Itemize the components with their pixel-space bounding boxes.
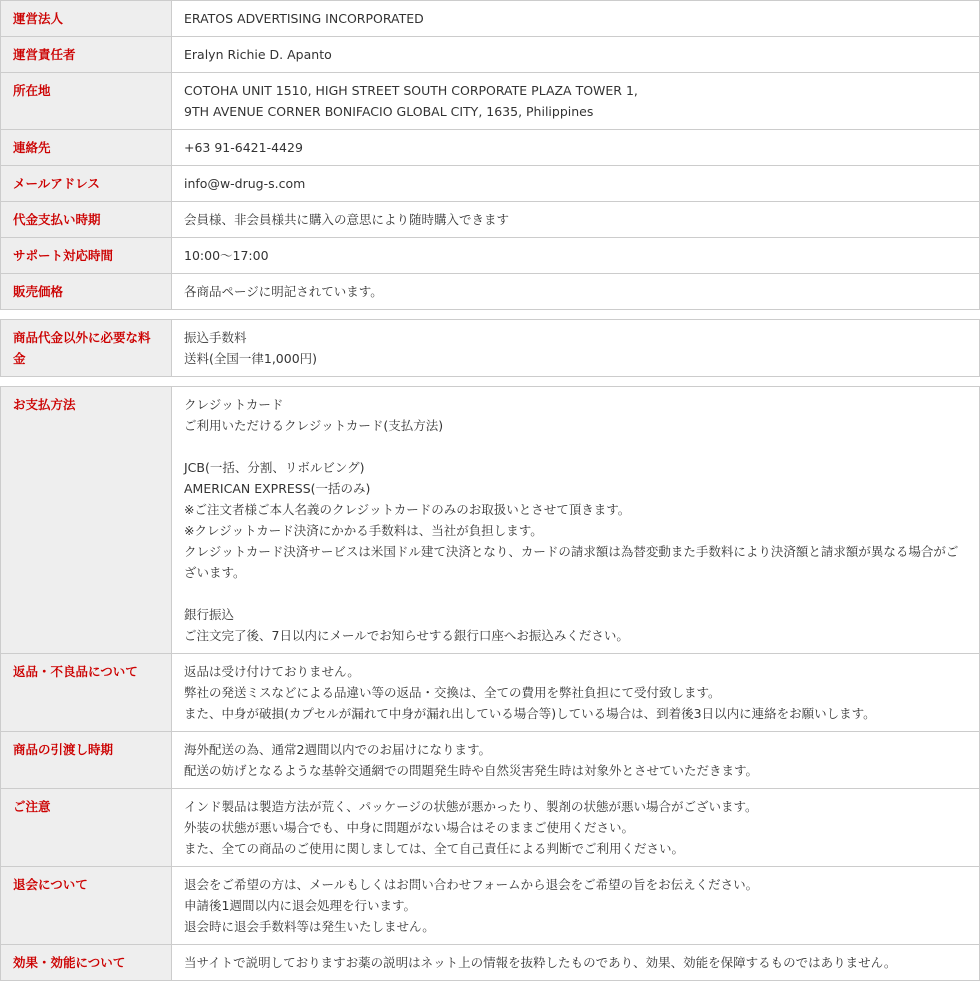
- row-label: 効果・効能について: [1, 945, 172, 981]
- value-line: 退会時に退会手数料等は発生いたしません。: [184, 919, 435, 934]
- blank-line: [184, 436, 967, 457]
- row-label: お支払方法: [1, 387, 172, 654]
- row-label: 商品代金以外に必要な料金: [1, 320, 172, 377]
- row-value: [172, 867, 980, 945]
- row-label: 運営法人: [1, 1, 172, 37]
- row-label: 所在地: [1, 73, 172, 130]
- row-label: サポート対応時間: [1, 238, 172, 274]
- value-line: 弊社の発送ミスなどによる品違い等の返品・交換は、全ての費用を弊社負担にて受付致します。: [184, 685, 721, 700]
- info-row: [1, 1, 980, 37]
- row-label: 商品の引渡し時期: [1, 732, 172, 789]
- value-line: 9TH AVENUE CORNER BONIFACIO GLOBAL CITY, 1635, Philippines: [184, 104, 594, 119]
- fees-table: [0, 319, 980, 377]
- value-line: AMERICAN EXPRESS(一括のみ): [184, 481, 371, 496]
- value-line: 10:00〜17:00: [184, 248, 269, 263]
- company-info-table: [0, 0, 980, 310]
- value-line: 退会をご希望の方は、メールもしくはお問い合わせフォームから退会をご希望の旨をお伝えください。: [184, 877, 759, 892]
- value-line: 銀行振込: [184, 607, 235, 622]
- value-line: また、中身が破損(カプセルが漏れて中身が漏れ出している場合等)している場合は、到着後3日以内に連絡をお願いします。: [184, 706, 876, 721]
- info-row: [1, 387, 980, 654]
- value-line: 外装の状態が悪い場合でも、中身に問題がない場合はそのままご使用ください。: [184, 820, 635, 835]
- row-value: [172, 945, 980, 981]
- blank-line: [184, 583, 967, 604]
- info-row: [1, 320, 980, 377]
- value-line: 申請後1週間以内に退会処理を行います。: [184, 898, 416, 913]
- value-line: クレジットカード決済サービスは米国ドル建て決済となり、カードの請求額は為替変動また手数料により決済額と請求額が異なる場合がございます。: [184, 544, 959, 580]
- value-line: 会員様、非会員様共に購入の意思により随時購入できます: [184, 212, 510, 227]
- value-line: ERATOS ADVERTISING INCORPORATED: [184, 11, 424, 26]
- value-line: COTOHA UNIT 1510, HIGH STREET SOUTH CORPORATE PLAZA TOWER 1,: [184, 83, 638, 98]
- row-value: [172, 387, 980, 654]
- info-row: [1, 732, 980, 789]
- info-row: [1, 130, 980, 166]
- row-value: [172, 320, 980, 377]
- row-label: 退会について: [1, 867, 172, 945]
- value-line: info@w-drug-s.com: [184, 176, 306, 191]
- value-line: +63 91-6421-4429: [184, 140, 303, 155]
- value-line: インド製品は製造方法が荒く、パッケージの状態が悪かったり、製剤の状態が悪い場合がございます。: [184, 799, 758, 814]
- info-row: [1, 166, 980, 202]
- row-value: [172, 732, 980, 789]
- info-row: [1, 202, 980, 238]
- table2-body: [1, 320, 980, 377]
- table1-body: [1, 1, 980, 310]
- info-row: [1, 867, 980, 945]
- value-line: また、全ての商品のご使用に関しましては、全て自己責任による判断でご利用ください。: [184, 841, 685, 856]
- value-line: 配送の妨げとなるような基幹交通網での問題発生時や自然災害発生時は対象外とさせていただきます。: [184, 763, 759, 778]
- value-line: JCB(一括、分割、リボルビング): [184, 460, 365, 475]
- info-row: [1, 654, 980, 732]
- row-label: 運営責任者: [1, 37, 172, 73]
- value-line: 各商品ページに明記されています。: [184, 284, 383, 299]
- row-value: [172, 202, 980, 238]
- value-line: ご注文完了後、7日以内にメールでお知らせする銀行口座へお振込みください。: [184, 628, 629, 643]
- row-value: [172, 238, 980, 274]
- value-line: 送料(全国一律1,000円): [184, 351, 318, 366]
- value-line: ※ご注文者様ご本人名義のクレジットカードのみのお取扱いとさせて頂きます。: [184, 502, 631, 517]
- table-gap: [0, 310, 980, 319]
- info-row: [1, 945, 980, 981]
- value-line: ※クレジットカード決済にかかる手数料は、当社が負担します。: [184, 523, 543, 538]
- row-value: [172, 789, 980, 867]
- row-value: [172, 37, 980, 73]
- row-value: [172, 73, 980, 130]
- row-value: [172, 654, 980, 732]
- table-gap: [0, 377, 980, 386]
- row-label: 販売価格: [1, 274, 172, 310]
- row-value: [172, 130, 980, 166]
- info-row: [1, 274, 980, 310]
- info-row: [1, 789, 980, 867]
- value-line: ご利用いただけるクレジットカード(支払方法): [184, 418, 444, 433]
- info-row: [1, 73, 980, 130]
- row-label: 代金支払い時期: [1, 202, 172, 238]
- row-label: メールアドレス: [1, 166, 172, 202]
- row-label: ご注意: [1, 789, 172, 867]
- value-line: 返品は受け付けておりません。: [184, 664, 360, 679]
- row-value: [172, 1, 980, 37]
- info-row: [1, 238, 980, 274]
- row-value: [172, 166, 980, 202]
- info-row: [1, 37, 980, 73]
- value-line: 振込手数料: [184, 330, 247, 345]
- value-line: Eralyn Richie D. Apanto: [184, 47, 332, 62]
- table3-body: [1, 387, 980, 981]
- value-line: クレジットカード: [184, 397, 284, 412]
- row-label: 連絡先: [1, 130, 172, 166]
- row-label: 返品・不良品について: [1, 654, 172, 732]
- row-value: [172, 274, 980, 310]
- value-line: 海外配送の為、通常2週間以内でのお届けになります。: [184, 742, 491, 757]
- value-line: 当サイトで説明しておりますお薬の説明はネット上の情報を抜粋したものであり、効果、効能を保障するものではありません。: [184, 955, 897, 970]
- terms-table: [0, 386, 980, 981]
